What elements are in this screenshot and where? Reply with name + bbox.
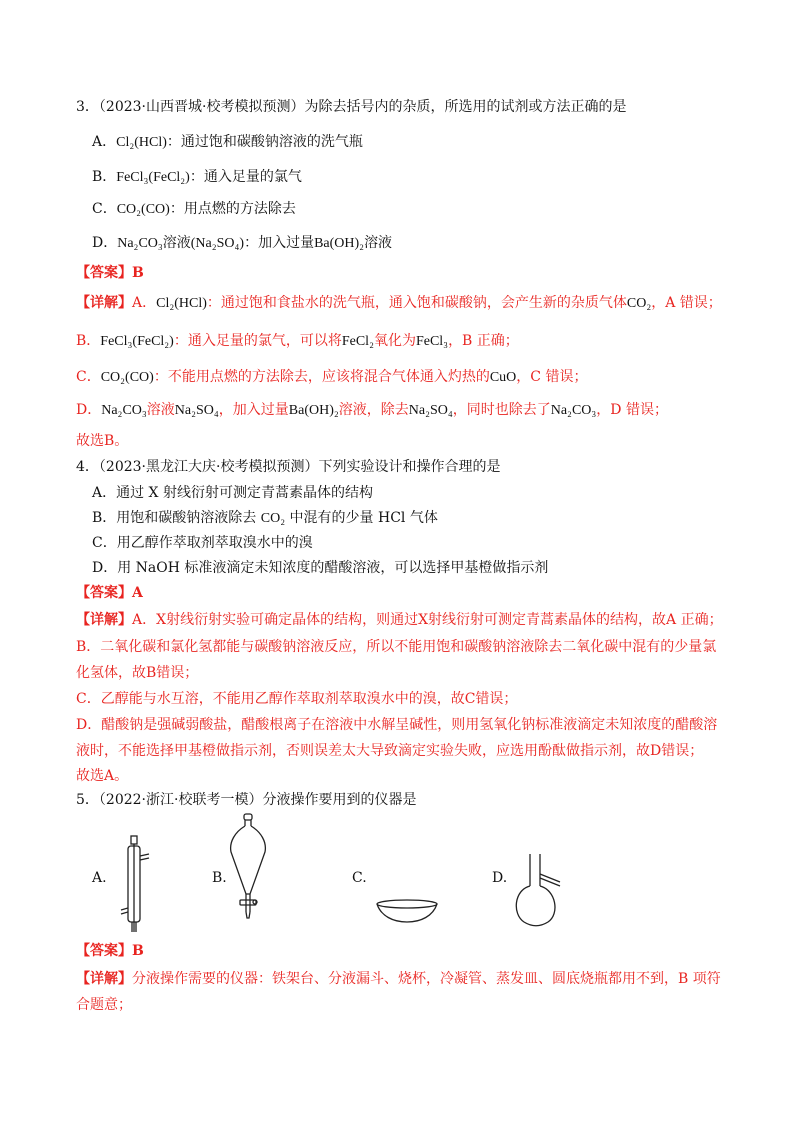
q3-a-chem: Cl₂(HCl) [116, 135, 167, 150]
q3-conclusion: 故选B。 [76, 433, 129, 449]
separatory-funnel-icon [225, 812, 271, 922]
q4-answer-value: A [132, 585, 143, 601]
q5-number: 5． [76, 792, 99, 808]
q3-option-a: A．Cl₂(HCl)：通过饱和碳酸钠溶液的洗气瓶 [92, 134, 363, 150]
explain-tag: 【详解】 [76, 295, 132, 311]
q4-explain-b2: 化氢体，故B错误； [76, 665, 199, 681]
explain-tag: 【详解】 [76, 612, 132, 628]
q4-number: 4． [76, 459, 99, 475]
q3-explain-b: B．FeCl₃(FeCl₂)：通入足量的氯气，可以将FeCl₂氧化为FeCl₃，B 正确； [76, 333, 519, 349]
q3-stem: 为除去括号内的杂质，所选用的试剂或方法正确的是 [304, 99, 627, 115]
q5-option-d-label: D. [492, 870, 508, 886]
q3-option-b: B．FeCl₃(FeCl₂)：通入足量的氯气 [92, 169, 302, 185]
q5-stem: 分液操作要用到的仪器是 [262, 792, 417, 808]
condenser-icon [115, 834, 155, 934]
q4-source: （2023·黑龙江大庆·校考模拟预测） [98, 459, 319, 475]
answer-tag: 【答案】 [76, 943, 132, 959]
q3-c-chem: CO₂(CO) [116, 202, 170, 217]
q4-explain-d2: 液时，不能选择甲基橙做指示剂，否则误差太大导致滴定实验失败，应选用酚酞做指示剂，故D错误； [76, 743, 704, 759]
q3-source: （2023·山西晋城·校考模拟预测） [98, 99, 305, 115]
q3-number: 3． [76, 99, 99, 115]
q3-answer [76, 263, 144, 283]
q4-explain-b1: B．二氧化碳和氯化氢都能与碳酸钠溶液反应，所以不能用饱和碳酸钠溶液除去二氧化碳中混有的少量氯 [76, 639, 717, 655]
q5-option-c-label: C. [352, 870, 367, 886]
q5-stem-line [76, 790, 416, 810]
answer-tag: 【答案】 [76, 265, 132, 281]
q5-source: （2022·浙江·校联考一模） [98, 792, 263, 808]
distillation-flask-icon [510, 852, 566, 928]
q4-explain-a: 【详解】A．X射线衍射实验可确定晶体的结构，则通过X射线衍射可测定青蒿素晶体的结构，故A 正确； [76, 612, 723, 628]
q3-explain-a: 【详解】A．Cl₂(HCl)：通过饱和食盐水的洗气瓶，通入饱和碳酸钠，会产生新的杂质气体CO₂，A 错误； [76, 295, 722, 311]
q3-explain-c: C．CO₂(CO)：不能用点燃的方法除去，应该将混合气体通入灼热的CuO，C 错误； [76, 369, 588, 385]
q3-stem-line [76, 97, 626, 117]
q3-b-chem: FeCl₃(FeCl₂) [116, 170, 190, 185]
q4-option-c: C．用乙醇作萃取剂萃取溴水中的溴 [92, 535, 313, 551]
q5-answer-value: B [132, 943, 144, 959]
q4-explain-d1: D．醋酸钠是强碱弱酸盐，醋酸根离子在溶液中水解呈碱性，则用氢氧化钠标准液滴定未知浓度的醋酸溶 [76, 717, 718, 733]
explain-tag: 【详解】 [76, 971, 132, 987]
q4-stem-line [76, 457, 500, 477]
q4-stem: 下列实验设计和操作合理的是 [318, 459, 501, 475]
q4-conclusion: 故选A。 [76, 768, 129, 784]
q3-d-chem: Na₂CO₃溶液(Na₂SO₄) [117, 236, 245, 251]
q4-option-d: D．用 NaOH 标准液滴定未知浓度的醋酸溶液，可以选择甲基橙做指示剂 [92, 560, 549, 576]
q3-explain-d: D．Na₂CO₃溶液Na₂SO₄，加入过量Ba(OH)₂溶液，除去Na₂SO₄，同时也除去了Na₂CO₃，D 错误； [76, 402, 668, 418]
q5-option-a-label: A. [92, 870, 107, 886]
answer-tag: 【答案】 [76, 585, 132, 601]
q3-option-c: C．CO₂(CO)：用点燃的方法除去 [92, 201, 296, 217]
q5-explain-2: 合题意； [76, 997, 132, 1013]
q4-explain-c: C．乙醇能与水互溶，不能用乙醇作萃取剂萃取溴水中的溴，故C错误； [76, 691, 518, 707]
evaporating-dish-icon [375, 898, 439, 924]
q4-answer [76, 583, 143, 603]
q4-option-a: A．通过 X 射线衍射可测定青蒿素晶体的结构 [92, 485, 373, 501]
q5-option-b-label: B. [212, 870, 227, 886]
q3-option-d: D．Na₂CO₃溶液(Na₂SO₄)：加入过量Ba(OH)₂溶液 [92, 235, 393, 251]
q5-explain-1: 【详解】分液操作需要的仪器：铁架台、分液漏斗、烧杯，冷凝管、蒸发皿、圆底烧瓶都用不到，B 项符 [76, 971, 721, 987]
q5-answer [76, 941, 144, 961]
q3-answer-value: B [132, 265, 144, 281]
q4-option-b: B．用饱和碳酸钠溶液除去 CO₂ 中混有的少量 HCl 气体 [92, 510, 438, 526]
